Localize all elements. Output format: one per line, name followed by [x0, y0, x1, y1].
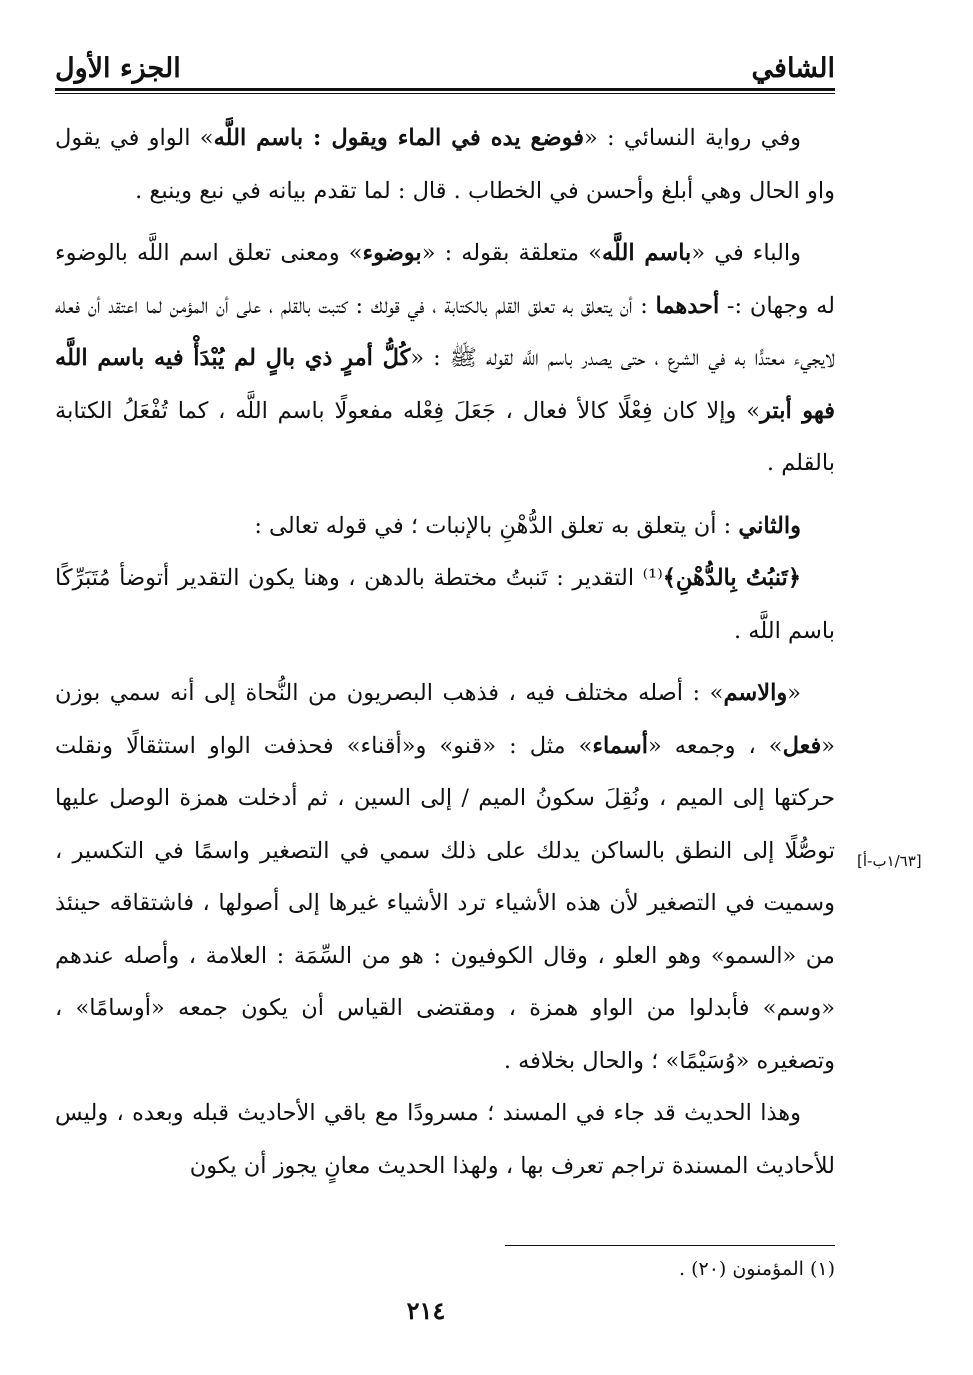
emphasized-text: فعل — [782, 732, 822, 759]
text-segment: » : أصله مختلف فيه ، فذهب البصريون من النُّحاة إلى أنه سمي بوزن « — [55, 680, 835, 759]
text-segment: ⁽¹⁾ التقدير : تَنبتُ مختطة بالدهن ، وهنا يكون التقدير أتوضأ مُتَبَرِّكًا باسم اللَّه . — [55, 565, 835, 644]
emphasized-text: كُلُّ أمرٍ ذي بالٍ لم يُبْدَأْ فيه باسم اللَّه فهو أبتر — [55, 345, 835, 424]
emphasized-text: والاسم — [723, 680, 788, 706]
paragraph — [55, 1087, 835, 1192]
emphasized-text: ﴿تَنبُتُ بِالدُّهْنِ﴾ — [662, 565, 801, 591]
paragraph — [55, 227, 835, 490]
paragraph — [55, 112, 835, 217]
text-segment: » ومعنى تعلق اسم اللَّه بالوضوء له وجهان :- — [55, 240, 835, 319]
emphasized-text: أسماء — [592, 732, 648, 759]
main-text — [55, 112, 835, 1192]
text-segment: والباء في « — [691, 240, 801, 266]
emphasized-text: باسم اللَّه — [601, 240, 692, 266]
text-segment: وفي رواية النسائي : « — [584, 125, 801, 151]
footnote: (١) المؤمنون (٢٠) . — [678, 1258, 835, 1280]
text-segment: : أن يتعلق به تعلق الدُّهْنِ بالإنبات ؛ في قوله تعالى : — [254, 512, 739, 539]
page-number: ٢١٤ — [406, 1296, 446, 1325]
emphasized-text: والثاني — [738, 512, 801, 539]
text-segment: » وإلا كان فِعْلًا كالأ فعال ، جَعَلَ فِعْله مفعولًا باسم اللَّه ، كما تُفْعَلُ الكتابة بالقلم . — [55, 397, 835, 476]
text-segment: « — [787, 680, 801, 706]
text-segment: » مثل : «قنو» و«أقناء» فحذفت الواو استثقالًا ونقلت حركتها إلى الميم ، ونُقِلَ سكونُ الميم / إلى السين ، ثم أدخلت همزة الوصل عليها توصُّلًا إلى النطق بالساكن يدلك على ذلك سمي في التصغير واسمًا في التكسير ، وسميت في التصغير لأن هذه الأشياء ترد الأشياء غيرها إلى أصولها ، فاشتقاقه حينئذ من «السمو» وهو العلو ، وقال الكوفيون : هو من السِّمَة : العلامة ، وأصله عندهم «وسم» فأبدلوا من الواو همزة ، ومقتضى القياس أن يكون جمعه «أوسامًا» ، وتصغيره «وُسَيْمًا» ؛ والحال بخلافه . — [55, 732, 835, 1074]
paragraph — [55, 500, 835, 553]
footnote-separator — [505, 1245, 835, 1246]
text-segment: » متعلقة بقوله : « — [421, 240, 602, 266]
paragraph — [55, 667, 835, 1087]
running-header — [55, 40, 835, 84]
emphasized-text: أحدهما — [655, 292, 720, 319]
emphasized-text: بوضوء — [362, 240, 422, 266]
text-segment: : أن يتعلق به تعلق القلم بالكتابة ، في قولك : كتبت بالقلم ، على أن المؤمن لما اعتقد أن فعله لايجيء معتدًّا به في الشرع ، حتى يصدر باسم اللَّه لقوله ﷺ : « — [55, 292, 835, 371]
emphasized-text: فوضع يده في الماء ويقول : باسم اللَّه — [213, 125, 585, 151]
header-rule-thick — [55, 88, 835, 91]
text-segment: » الواو في يقول واو الحال وهي أبلغ وأحسن في الخطاب . قال : لما تقدم بيانه في نبع وينبع . — [55, 125, 835, 204]
text-segment: » ، وجمعه « — [647, 732, 783, 759]
paragraph — [55, 552, 835, 657]
volume-label: الجزء الأول — [55, 53, 181, 84]
manuscript-folio-note: [١/٦٣ب-أ] — [857, 852, 922, 870]
text-segment: وهذا الحديث قد جاء في المسند ؛ مسرودًا مع باقي الأحاديث قبله وبعده ، وليس للأحاديث المسندة تراجم تعرف بها ، ولهذا الحديث معانٍ يجوز أن يكون — [55, 1100, 835, 1179]
header-rule-thin — [55, 93, 835, 94]
book-title: الشافي — [751, 53, 835, 84]
